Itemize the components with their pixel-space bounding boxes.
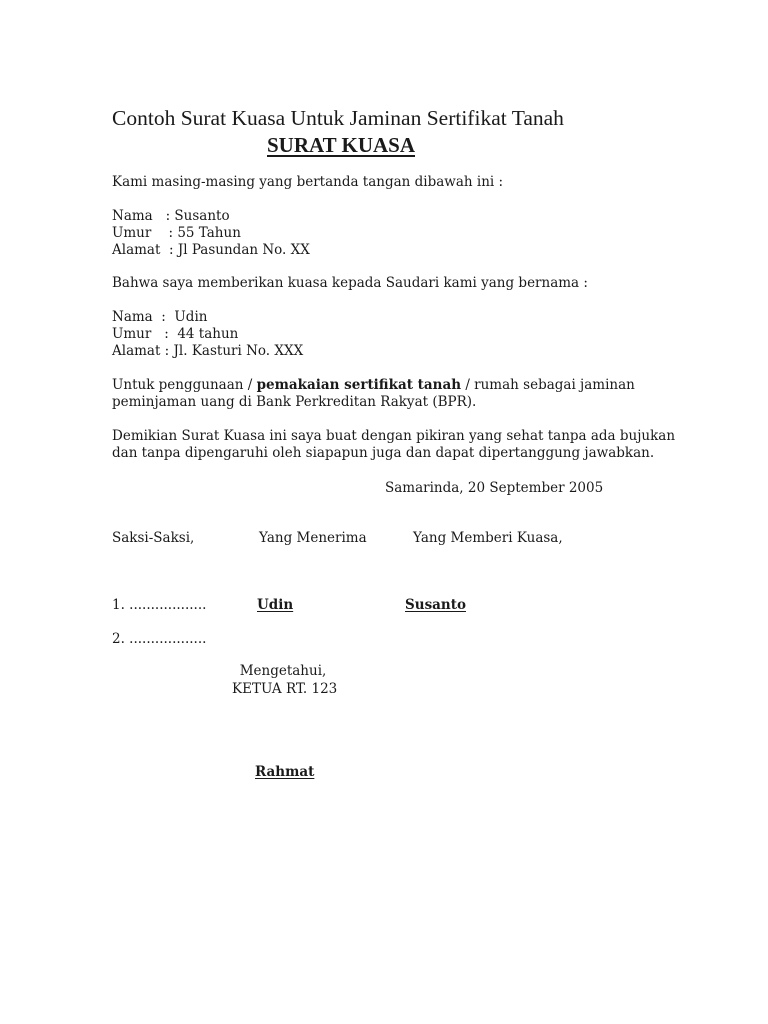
acknowledged-role: KETUA RT. 123 bbox=[232, 681, 338, 697]
giver-label: Yang Memberi Kuasa, bbox=[413, 530, 563, 546]
intro-line: Kami masing-masing yang bertanda tangan dibawah ini : bbox=[112, 174, 504, 190]
receiver-label: Yang Menerima bbox=[259, 530, 367, 546]
document-title: Contoh Surat Kuasa Untuk Jaminan Sertifikat Tanah bbox=[112, 106, 564, 130]
grantor-name: Nama : Susanto bbox=[112, 208, 230, 224]
purpose-line-2: peminjaman uang di Bank Perkreditan Rakyat (BPR). bbox=[112, 394, 477, 410]
giver-name: Susanto bbox=[405, 597, 466, 613]
transfer-line: Bahwa saya memberikan kuasa kepada Saudari kami yang bernama : bbox=[112, 275, 588, 291]
receiver-name: Udin bbox=[257, 597, 294, 613]
witnesses-label: Saksi-Saksi, bbox=[112, 530, 195, 546]
purpose-post: / rumah sebagai jaminan bbox=[461, 377, 635, 393]
grantor-age: Umur : 55 Tahun bbox=[112, 225, 241, 241]
acknowledged-name: Rahmat bbox=[255, 764, 315, 780]
witness-1: 1. .................. bbox=[112, 597, 207, 613]
purpose-line-1 bbox=[112, 377, 635, 394]
closing-line-2: dan tanpa dipengaruhi oleh siapapun juga dan dapat dipertanggung jawabkan. bbox=[112, 445, 655, 461]
grantor-address: Alamat : Jl Pasundan No. XX bbox=[112, 242, 310, 258]
purpose-pre: Untuk penggunaan / bbox=[112, 377, 257, 393]
grantee-name: Nama : Udin bbox=[112, 309, 208, 325]
grantee-address: Alamat : Jl. Kasturi No. XXX bbox=[112, 343, 304, 359]
grantee-age: Umur : 44 tahun bbox=[112, 326, 239, 342]
purpose-bold: pemakaian sertifikat tanah bbox=[256, 377, 462, 393]
place-date: Samarinda, 20 September 2005 bbox=[385, 480, 604, 496]
witness-2: 2. .................. bbox=[112, 631, 207, 647]
acknowledged-label: Mengetahui, bbox=[239, 663, 327, 679]
closing-line-1: Demikian Surat Kuasa ini saya buat dengan pikiran yang sehat tanpa ada bujukan bbox=[112, 428, 676, 444]
letter-heading: SURAT KUASA bbox=[267, 133, 416, 157]
